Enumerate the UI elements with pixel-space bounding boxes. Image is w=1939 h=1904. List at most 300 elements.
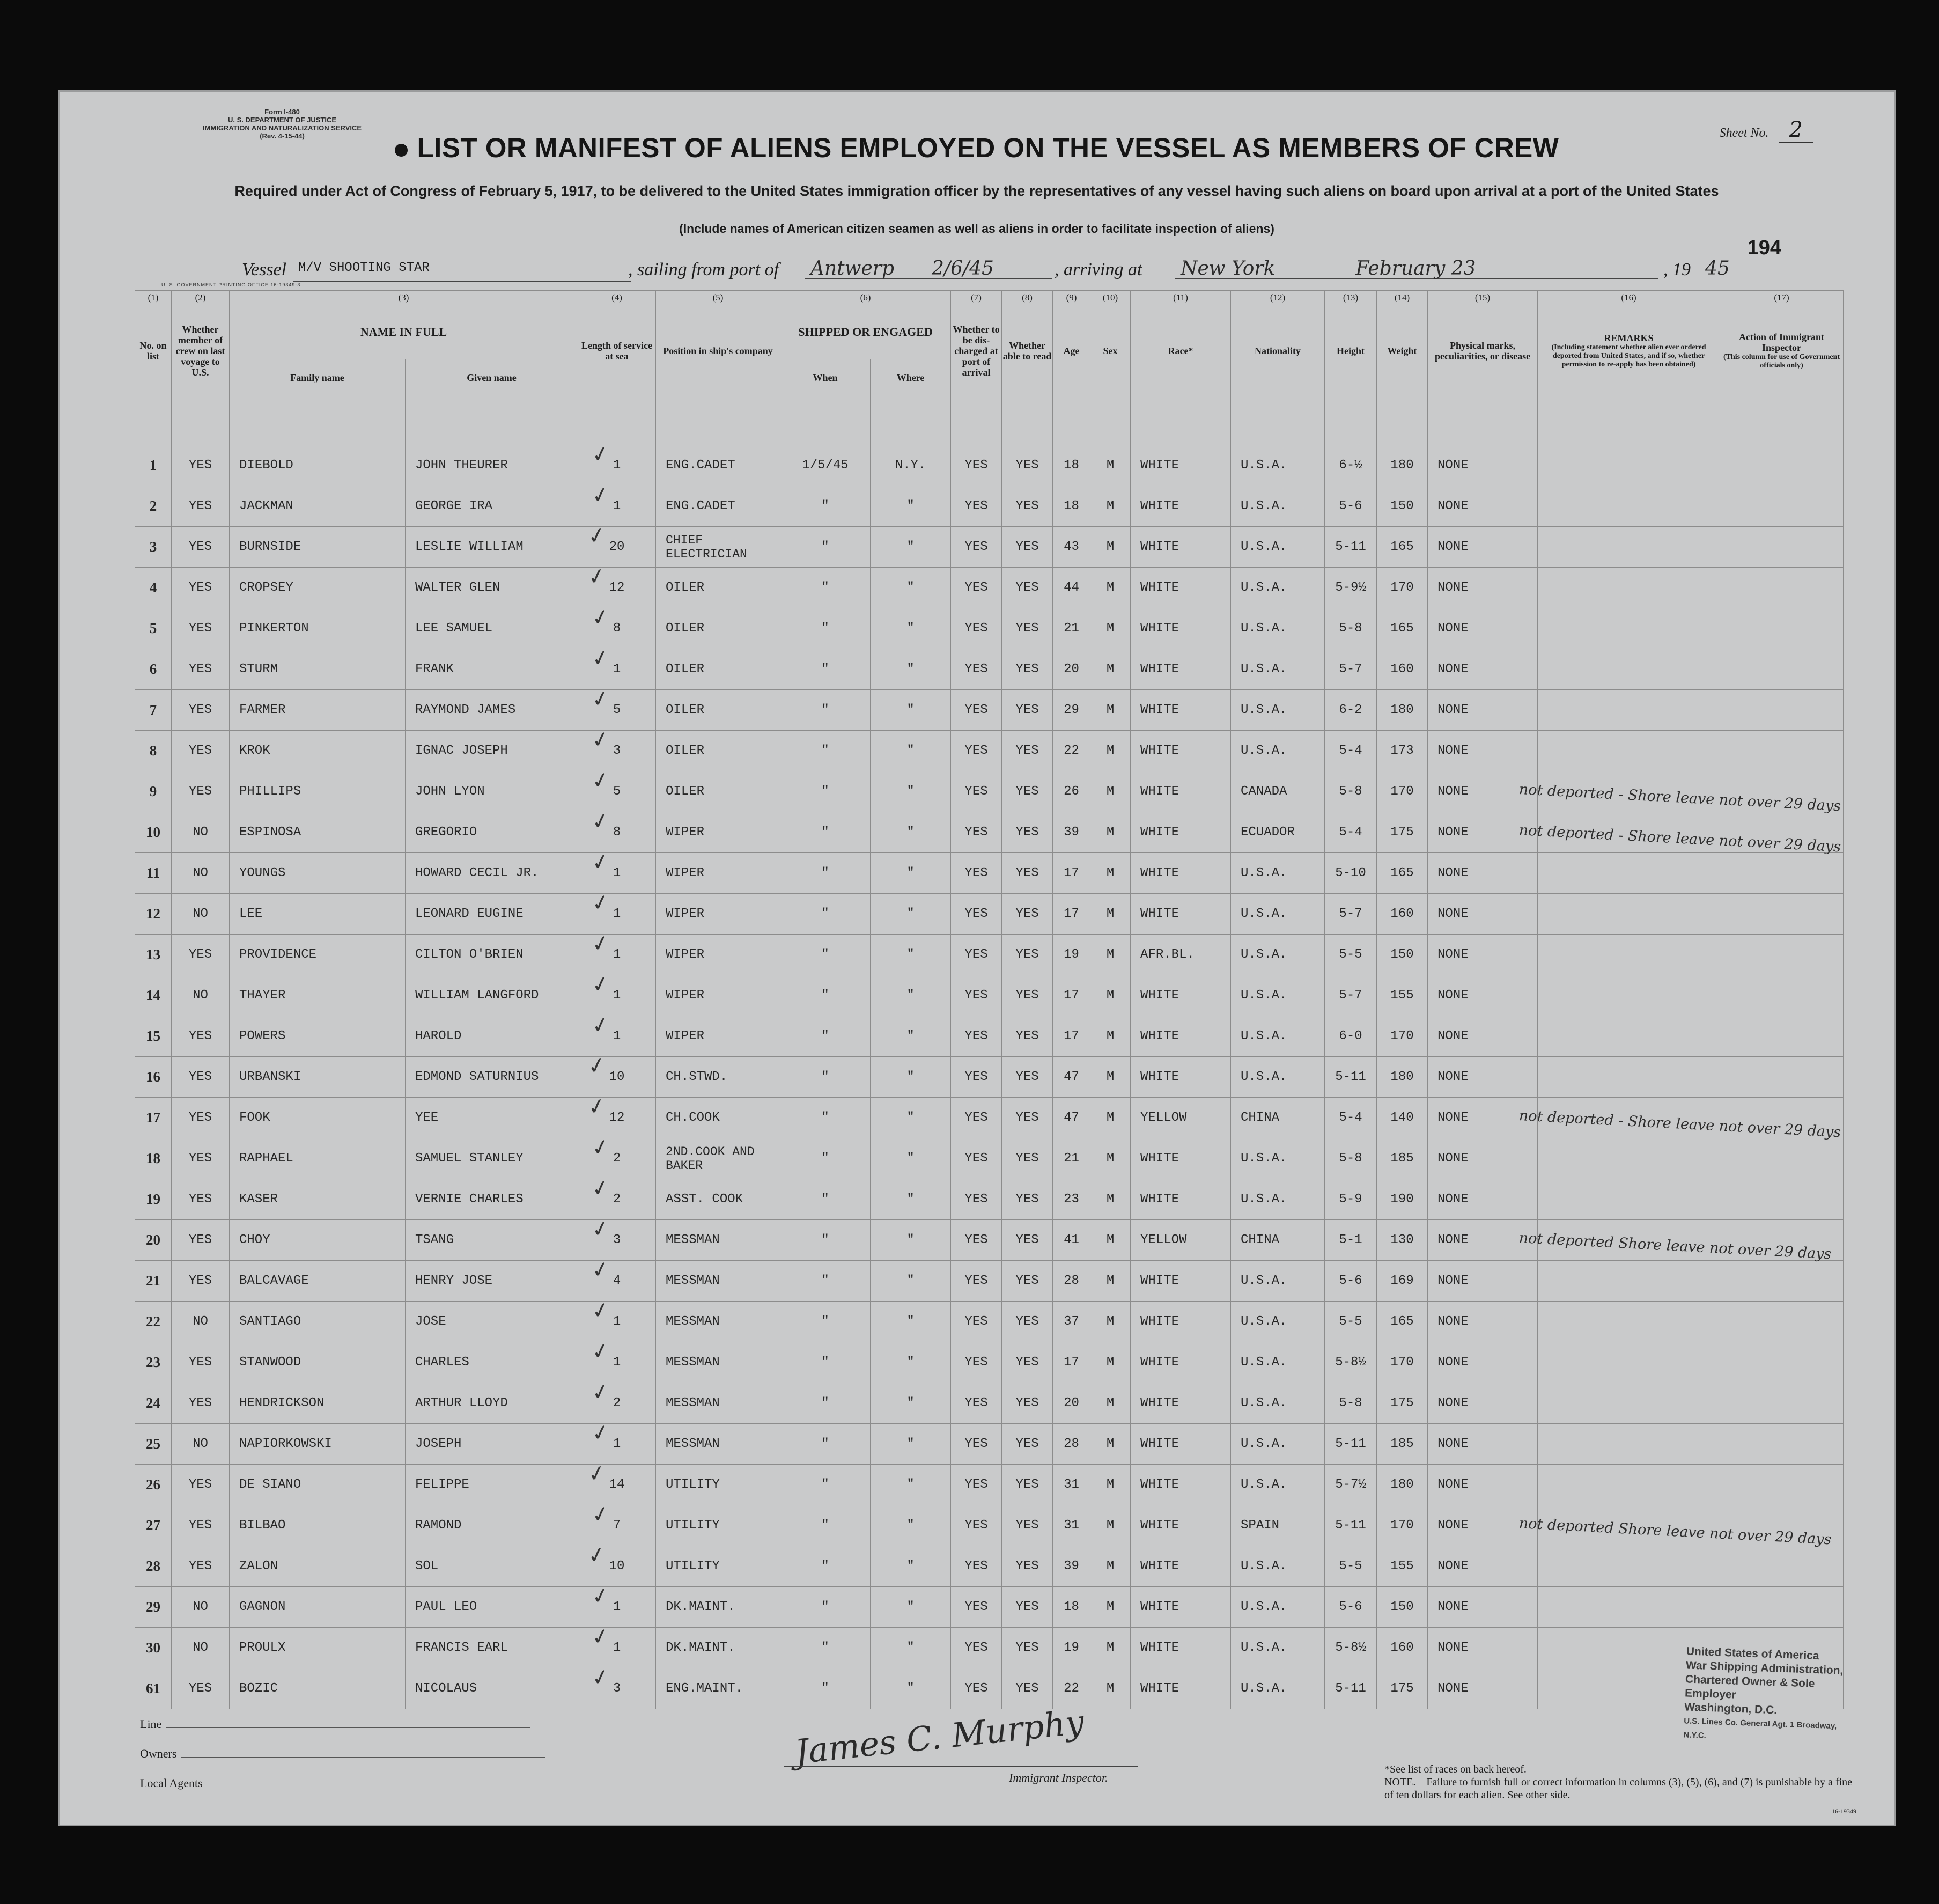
shipped-when-cell: " <box>780 853 871 894</box>
check-mark-icon: ✓ <box>585 1093 608 1121</box>
crew-row <box>135 812 1844 853</box>
height-cell: 5-4 <box>1325 1098 1377 1138</box>
arriving-port: New York <box>1181 258 1276 280</box>
given-name-cell: IGNAC JOSEPH <box>406 731 578 771</box>
row-number: 5 <box>135 608 172 649</box>
able-to-read-cell: YES <box>1002 1302 1053 1342</box>
discharged-cell: YES <box>951 1138 1002 1179</box>
physical-marks-cell: NONE <box>1428 1016 1538 1057</box>
height-cell: 5-8 <box>1325 608 1377 649</box>
age-cell: 17 <box>1053 853 1090 894</box>
shipped-when-cell: " <box>780 1261 871 1302</box>
check-mark-icon: ✓ <box>589 1256 612 1284</box>
inspector-action-cell <box>1720 1383 1844 1424</box>
shipped-where-cell: " <box>871 1383 951 1424</box>
column-number: (11) <box>1131 291 1231 305</box>
shipped-where-cell: " <box>871 894 951 935</box>
length-of-service-cell: ✓ 1 <box>578 1424 656 1465</box>
nationality-cell: U.S.A. <box>1231 1587 1325 1628</box>
weight-cell: 165 <box>1377 527 1428 568</box>
remarks-cell <box>1538 486 1720 527</box>
remarks-cell <box>1538 568 1720 608</box>
inspector-action-cell <box>1720 690 1844 731</box>
crew-row <box>135 1261 1844 1302</box>
nationality-cell: U.S.A. <box>1231 527 1325 568</box>
crew-row <box>135 853 1844 894</box>
family-name-cell: BALCAVAGE <box>230 1261 406 1302</box>
nationality-cell: U.S.A. <box>1231 1465 1325 1505</box>
given-name-cell: GREGORIO <box>406 812 578 853</box>
length-of-service-cell: ✓ 1 <box>578 1302 656 1342</box>
race-cell: WHITE <box>1131 1383 1231 1424</box>
physical-marks-cell: NONE <box>1428 1138 1538 1179</box>
printing-office-mark: U. S. GOVERNMENT PRINTING OFFICE 16-19349-3 <box>161 282 301 288</box>
last-voyage-cell: YES <box>172 527 230 568</box>
shipped-when-cell: " <box>780 975 871 1016</box>
discharged-cell: YES <box>951 1668 1002 1709</box>
length-of-service-cell: ✓ 8 <box>578 608 656 649</box>
discharged-cell: YES <box>951 1628 1002 1668</box>
position-cell: OILER <box>656 731 780 771</box>
able-to-read-cell: YES <box>1002 731 1053 771</box>
inspector-action-cell <box>1720 935 1844 975</box>
age-cell: 43 <box>1053 527 1090 568</box>
height-cell: 5-8½ <box>1325 1628 1377 1668</box>
shipped-when-cell: " <box>780 1220 871 1261</box>
height-cell: 5-11 <box>1325 527 1377 568</box>
column-header-row <box>135 305 1844 359</box>
owners-blank <box>181 1757 545 1758</box>
race-cell: WHITE <box>1131 1016 1231 1057</box>
able-to-read-cell: YES <box>1002 1261 1053 1302</box>
physical-marks-cell: NONE <box>1428 1587 1538 1628</box>
physical-marks-cell: NONE <box>1428 608 1538 649</box>
physical-marks-cell: NONE <box>1428 568 1538 608</box>
shipped-when-cell: " <box>780 1587 871 1628</box>
row-number: 15 <box>135 1016 172 1057</box>
shipped-where-cell: " <box>871 527 951 568</box>
column-number: (8) <box>1002 291 1053 305</box>
shipped-when-cell: " <box>780 1342 871 1383</box>
last-voyage-cell: YES <box>172 1342 230 1383</box>
crew-row <box>135 1098 1844 1138</box>
inspector-action-cell <box>1720 975 1844 1016</box>
check-mark-icon: ✓ <box>589 644 612 672</box>
height-cell: 5-9 <box>1325 1179 1377 1220</box>
discharged-cell: YES <box>951 608 1002 649</box>
able-to-read-cell: YES <box>1002 935 1053 975</box>
discharged-cell: YES <box>951 731 1002 771</box>
sex-cell: M <box>1090 1465 1131 1505</box>
shipped-where-cell: " <box>871 690 951 731</box>
column-number: (16) <box>1538 291 1720 305</box>
last-voyage-cell: YES <box>172 731 230 771</box>
given-name-cell: FELIPPE <box>406 1465 578 1505</box>
vessel-details <box>242 255 1771 282</box>
given-name-cell: SOL <box>406 1546 578 1587</box>
nationality-cell: U.S.A. <box>1231 1057 1325 1098</box>
footnotes <box>1384 1763 1856 1815</box>
shipped-when-cell: " <box>780 1546 871 1587</box>
check-mark-icon: ✓ <box>589 1419 612 1447</box>
race-cell: WHITE <box>1131 812 1231 853</box>
family-name-cell: SANTIAGO <box>230 1302 406 1342</box>
shipped-when-cell: " <box>780 1505 871 1546</box>
inspector-signature: James C. Murphy <box>793 1702 1086 1772</box>
position-cell: OILER <box>656 690 780 731</box>
check-mark-icon: ✓ <box>589 685 612 713</box>
check-mark-icon: ✓ <box>589 1623 612 1651</box>
header-position: Position in ship's company <box>656 305 780 396</box>
family-name-cell: FOOK <box>230 1098 406 1138</box>
position-cell: MESSMAN <box>656 1383 780 1424</box>
age-cell: 41 <box>1053 1220 1090 1261</box>
last-voyage-cell: YES <box>172 1098 230 1138</box>
able-to-read-cell: YES <box>1002 1383 1053 1424</box>
sex-cell: M <box>1090 608 1131 649</box>
race-cell: WHITE <box>1131 568 1231 608</box>
able-to-read-cell: YES <box>1002 1465 1053 1505</box>
sex-cell: M <box>1090 486 1131 527</box>
crew-row <box>135 1138 1844 1179</box>
able-to-read-cell: YES <box>1002 1016 1053 1057</box>
family-name-cell: BURNSIDE <box>230 527 406 568</box>
line-blank <box>166 1727 530 1728</box>
shipped-when-cell: " <box>780 1179 871 1220</box>
position-cell: DK.MAINT. <box>656 1628 780 1668</box>
given-name-cell: TSANG <box>406 1220 578 1261</box>
sheet-number-label: Sheet No. <box>1719 126 1769 140</box>
able-to-read-cell: YES <box>1002 1505 1053 1546</box>
weight-cell: 175 <box>1377 812 1428 853</box>
race-cell: WHITE <box>1131 1342 1231 1383</box>
length-of-service-cell: ✓ 1 <box>578 1016 656 1057</box>
race-cell: YELLOW <box>1131 1098 1231 1138</box>
position-cell: CH.STWD. <box>656 1057 780 1098</box>
row-number: 3 <box>135 527 172 568</box>
remarks-note: (Including statement whether alien ever ordered deported from United States, and if so, whether permission to re-apply has been obtained) <box>1551 343 1706 369</box>
race-cell: WHITE <box>1131 608 1231 649</box>
able-to-read-cell: YES <box>1002 1546 1053 1587</box>
sex-cell: M <box>1090 975 1131 1016</box>
weight-cell: 150 <box>1377 935 1428 975</box>
stamp-line: Chartered Owner & Sole Employer <box>1684 1673 1815 1701</box>
position-cell: WIPER <box>656 894 780 935</box>
position-cell: MESSMAN <box>656 1424 780 1465</box>
nationality-cell: U.S.A. <box>1231 1383 1325 1424</box>
discharged-cell: YES <box>951 1302 1002 1342</box>
page-title <box>60 132 1894 164</box>
inspector-action-cell <box>1720 1057 1844 1098</box>
owners-label: Owners <box>140 1747 177 1760</box>
physical-marks-cell: NONE <box>1428 1668 1538 1709</box>
shipped-when-cell: " <box>780 935 871 975</box>
age-cell: 17 <box>1053 975 1090 1016</box>
weight-cell: 185 <box>1377 1424 1428 1465</box>
nationality-cell: U.S.A. <box>1231 975 1325 1016</box>
family-name-cell: KASER <box>230 1179 406 1220</box>
able-to-read-cell: YES <box>1002 1057 1053 1098</box>
able-to-read-cell: YES <box>1002 690 1053 731</box>
physical-marks-cell: NONE <box>1428 1057 1538 1098</box>
stamp-line: United States of America <box>1686 1645 1819 1663</box>
inspector-action-cell <box>1720 445 1844 486</box>
family-name-cell: POWERS <box>230 1016 406 1057</box>
row-number: 17 <box>135 1098 172 1138</box>
crew-row <box>135 527 1844 568</box>
height-cell: 5-10 <box>1325 853 1377 894</box>
row-number: 9 <box>135 771 172 812</box>
last-voyage-cell: NO <box>172 812 230 853</box>
check-mark-icon: ✓ <box>589 1011 612 1039</box>
remarks-cell <box>1538 1587 1720 1628</box>
family-name-cell: PHILLIPS <box>230 771 406 812</box>
action-title: Action of Immigrant Inspector <box>1739 331 1825 353</box>
shipped-where-cell: " <box>871 486 951 527</box>
given-name-cell: WALTER GLEN <box>406 568 578 608</box>
last-voyage-cell: YES <box>172 1261 230 1302</box>
inspector-action-cell <box>1720 568 1844 608</box>
row-number: 61 <box>135 1668 172 1709</box>
height-cell: 5-5 <box>1325 1302 1377 1342</box>
column-number: (6) <box>780 291 951 305</box>
position-cell: MESSMAN <box>656 1342 780 1383</box>
last-voyage-cell: YES <box>172 935 230 975</box>
nationality-cell: U.S.A. <box>1231 1342 1325 1383</box>
shipped-where-cell: " <box>871 935 951 975</box>
length-of-service-cell: ✓ 12 <box>578 1098 656 1138</box>
position-cell: OILER <box>656 771 780 812</box>
remarks-cell <box>1538 1546 1720 1587</box>
check-mark-icon: ✓ <box>589 1582 612 1610</box>
shipped-where-cell: " <box>871 1220 951 1261</box>
nationality-cell: U.S.A. <box>1231 935 1325 975</box>
weight-cell: 140 <box>1377 1098 1428 1138</box>
age-cell: 28 <box>1053 1424 1090 1465</box>
remarks-cell <box>1538 1465 1720 1505</box>
weight-cell: 170 <box>1377 1505 1428 1546</box>
weight-cell: 170 <box>1377 771 1428 812</box>
given-name-cell: JOHN LYON <box>406 771 578 812</box>
row-number: 29 <box>135 1587 172 1628</box>
physical-marks-cell: NONE <box>1428 1342 1538 1383</box>
arriving-label: , arriving at <box>1055 260 1142 280</box>
blank-row <box>135 396 1844 445</box>
given-name-cell: HOWARD CECIL JR. <box>406 853 578 894</box>
physical-marks-cell: NONE <box>1428 1302 1538 1342</box>
sex-cell: M <box>1090 445 1131 486</box>
sex-cell: M <box>1090 1505 1131 1546</box>
last-voyage-cell: YES <box>172 1220 230 1261</box>
handwritten-remark: not deported - Shore leave not over 29 days <box>1518 1107 1841 1141</box>
height-cell: 5-8½ <box>1325 1342 1377 1383</box>
nationality-cell: CHINA <box>1231 1098 1325 1138</box>
physical-marks-cell: NONE <box>1428 1465 1538 1505</box>
given-name-cell: ARTHUR LLOYD <box>406 1383 578 1424</box>
physical-marks-cell: NONE <box>1428 771 1538 812</box>
family-name-cell: CHOY <box>230 1220 406 1261</box>
inspector-action-cell <box>1720 486 1844 527</box>
column-number: (17) <box>1720 291 1844 305</box>
row-number: 27 <box>135 1505 172 1546</box>
inspector-action-cell <box>1720 1546 1844 1587</box>
header-able-to-read: Whether able to read <box>1002 305 1053 396</box>
sailing-date: 2/6/45 <box>932 258 994 280</box>
row-number: 24 <box>135 1383 172 1424</box>
header-where: Where <box>871 359 951 396</box>
given-name-cell: HENRY JOSE <box>406 1261 578 1302</box>
family-name-cell: ESPINOSA <box>230 812 406 853</box>
given-name-cell: LEONARD EUGINE <box>406 894 578 935</box>
header-inspector-action <box>1720 305 1844 396</box>
position-cell: ENG.MAINT. <box>656 1668 780 1709</box>
discharged-cell: YES <box>951 853 1002 894</box>
family-name-cell: THAYER <box>230 975 406 1016</box>
weight-cell: 155 <box>1377 1546 1428 1587</box>
year-prefix: , 19 <box>1663 260 1691 280</box>
header-no-on-list: No. on list <box>135 305 172 396</box>
remarks-cell <box>1538 1138 1720 1179</box>
discharged-cell: YES <box>951 486 1002 527</box>
header-sex: Sex <box>1090 305 1131 396</box>
remarks-cell <box>1538 608 1720 649</box>
age-cell: 28 <box>1053 1261 1090 1302</box>
sheet-number-value: 2 <box>1779 117 1813 143</box>
physical-marks-cell: NONE <box>1428 731 1538 771</box>
column-number: (14) <box>1377 291 1428 305</box>
last-voyage-cell: YES <box>172 690 230 731</box>
shipped-when-cell: " <box>780 608 871 649</box>
given-name-cell: LEE SAMUEL <box>406 608 578 649</box>
discharged-cell: YES <box>951 894 1002 935</box>
shipped-where-cell: " <box>871 1138 951 1179</box>
physical-marks-cell: NONE <box>1428 853 1538 894</box>
row-number: 2 <box>135 486 172 527</box>
position-cell: CHIEF ELECTRICIAN <box>656 527 780 568</box>
crew-rows <box>135 396 1844 1709</box>
check-mark-icon: ✓ <box>589 1215 612 1243</box>
remarks-cell <box>1538 649 1720 690</box>
check-mark-icon: ✓ <box>585 1541 608 1569</box>
crew-row <box>135 1628 1844 1668</box>
weight-cell: 180 <box>1377 1465 1428 1505</box>
sex-cell: M <box>1090 1628 1131 1668</box>
age-cell: 17 <box>1053 1016 1090 1057</box>
position-cell: UTILITY <box>656 1505 780 1546</box>
given-name-cell: LESLIE WILLIAM <box>406 527 578 568</box>
given-name-cell: HAROLD <box>406 1016 578 1057</box>
instruction-note: (Include names of American citizen seamen as well as aliens in order to facilitate inspection of aliens) <box>679 222 1274 236</box>
last-voyage-cell: YES <box>172 1057 230 1098</box>
race-cell: WHITE <box>1131 1138 1231 1179</box>
race-cell: YELLOW <box>1131 1220 1231 1261</box>
inspector-action-cell <box>1720 608 1844 649</box>
family-name-cell: FARMER <box>230 690 406 731</box>
age-cell: 44 <box>1053 568 1090 608</box>
race-cell: WHITE <box>1131 975 1231 1016</box>
weight-cell: 180 <box>1377 445 1428 486</box>
length-of-service-cell: ✓ 1 <box>578 445 656 486</box>
age-cell: 47 <box>1053 1098 1090 1138</box>
shipped-when-cell: " <box>780 771 871 812</box>
race-cell: AFR.BL. <box>1131 935 1231 975</box>
column-number: (12) <box>1231 291 1325 305</box>
row-number: 18 <box>135 1138 172 1179</box>
arriving-date: February 23 <box>1355 258 1476 280</box>
race-cell: WHITE <box>1131 1628 1231 1668</box>
column-number: (1) <box>135 291 172 305</box>
position-cell: OILER <box>656 649 780 690</box>
given-name-cell: EDMOND SATURNIUS <box>406 1057 578 1098</box>
row-number: 16 <box>135 1057 172 1098</box>
shipped-when-cell: " <box>780 894 871 935</box>
check-mark-icon: ✓ <box>589 848 612 876</box>
crew-row <box>135 1342 1844 1383</box>
discharged-cell: YES <box>951 1220 1002 1261</box>
physical-marks-cell: NONE <box>1428 975 1538 1016</box>
sex-cell: M <box>1090 1383 1131 1424</box>
age-cell: 22 <box>1053 1668 1090 1709</box>
shipped-where-cell: " <box>871 975 951 1016</box>
weight-cell: 185 <box>1377 1138 1428 1179</box>
nationality-cell: U.S.A. <box>1231 649 1325 690</box>
last-voyage-cell: NO <box>172 1628 230 1668</box>
row-number: 8 <box>135 731 172 771</box>
crew-row <box>135 975 1844 1016</box>
shipped-when-cell: " <box>780 1668 871 1709</box>
last-voyage-cell: YES <box>172 1668 230 1709</box>
weight-cell: 175 <box>1377 1383 1428 1424</box>
length-of-service-cell: ✓ 1 <box>578 853 656 894</box>
check-mark-icon: ✓ <box>589 971 612 998</box>
last-voyage-cell: YES <box>172 649 230 690</box>
length-of-service-cell: ✓ 7 <box>578 1505 656 1546</box>
remarks-cell <box>1538 731 1720 771</box>
weight-cell: 150 <box>1377 486 1428 527</box>
row-number: 12 <box>135 894 172 935</box>
row-number: 13 <box>135 935 172 975</box>
nationality-cell: U.S.A. <box>1231 1668 1325 1709</box>
given-name-cell: WILLIAM LANGFORD <box>406 975 578 1016</box>
height-cell: 5-8 <box>1325 1138 1377 1179</box>
shipped-where-cell: " <box>871 568 951 608</box>
crew-row <box>135 649 1844 690</box>
shipped-when-cell: " <box>780 731 871 771</box>
remarks-cell <box>1538 445 1720 486</box>
shipped-where-cell: N.Y. <box>871 445 951 486</box>
age-cell: 18 <box>1053 445 1090 486</box>
last-voyage-cell: YES <box>172 1016 230 1057</box>
last-voyage-cell: YES <box>172 771 230 812</box>
nationality-cell: U.S.A. <box>1231 690 1325 731</box>
row-number: 19 <box>135 1179 172 1220</box>
shipped-where-cell: " <box>871 1628 951 1668</box>
last-voyage-cell: YES <box>172 608 230 649</box>
shipped-when-cell: " <box>780 1465 871 1505</box>
family-name-cell: PINKERTON <box>230 608 406 649</box>
weight-cell: 155 <box>1377 975 1428 1016</box>
last-voyage-cell: NO <box>172 1587 230 1628</box>
sex-cell: M <box>1090 853 1131 894</box>
family-name-cell: BILBAO <box>230 1505 406 1546</box>
sailing-field <box>805 258 1052 279</box>
race-cell: WHITE <box>1131 1546 1231 1587</box>
header-length-of-service: Length of service at sea <box>578 305 656 396</box>
nationality-cell: U.S.A. <box>1231 1261 1325 1302</box>
position-cell: WIPER <box>656 935 780 975</box>
discharged-cell: YES <box>951 1261 1002 1302</box>
weight-cell: 180 <box>1377 1057 1428 1098</box>
